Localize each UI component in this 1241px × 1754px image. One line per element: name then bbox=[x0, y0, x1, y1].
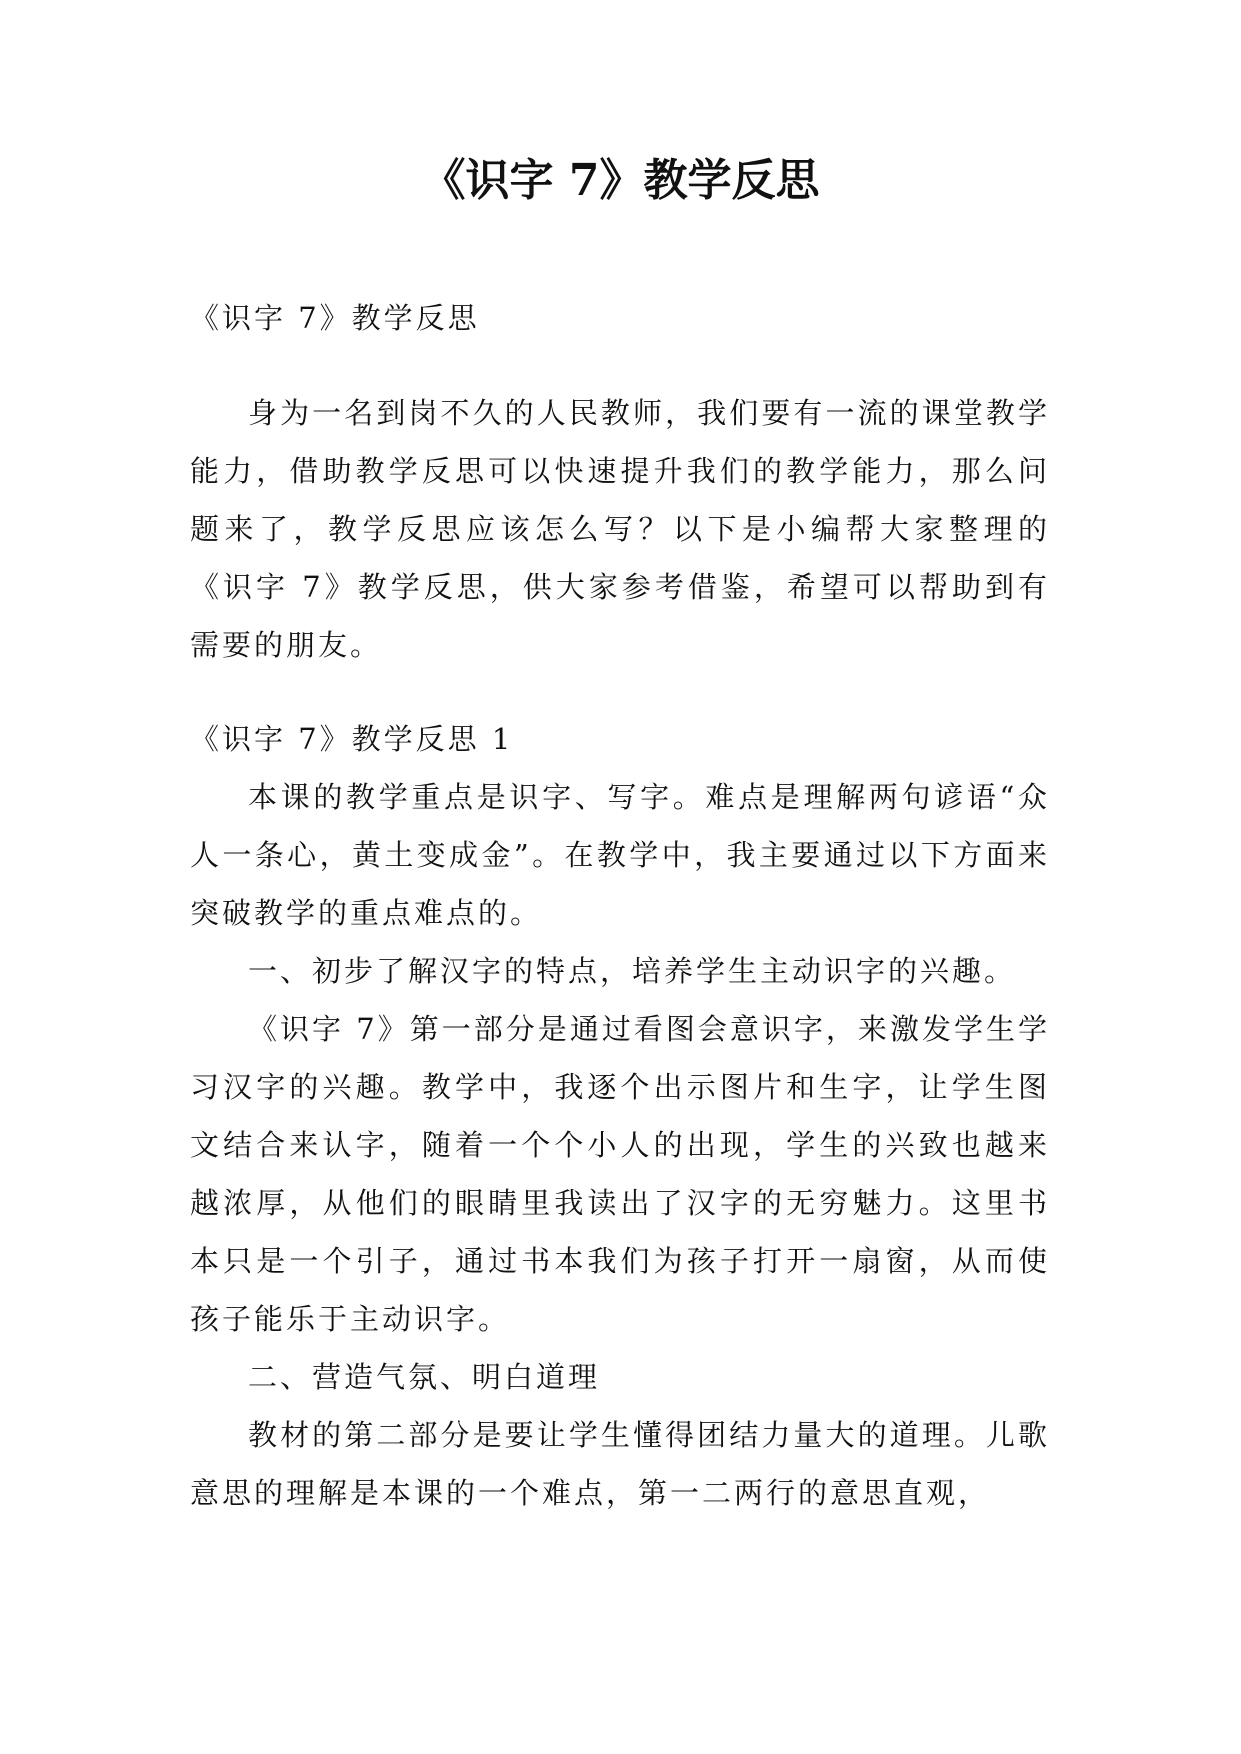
intro-paragraph: 身为一名到岗不久的人民教师，我们要有一流的课堂教学能力，借助教学反思可以快速提升我们的教学能力，那么问题来了，教学反思应该怎么写？以下是小编帮大家整理的《识字 7》教学反思，供大家参考借鉴，希望可以帮助到有需要的朋友。 bbox=[190, 396, 1050, 662]
section-title-1: 《识字 7》教学反思 1 bbox=[190, 722, 514, 756]
paragraph-part-two: 教材的第二部分是要让学生懂得团结力量大的道理。儿歌意思的理解是本课的一个难点，第一二两行的意思直观， bbox=[190, 1418, 1050, 1510]
paragraph-heading-one: 一、初步了解汉字的特点，培养学生主动识字的兴趣。 bbox=[248, 954, 1017, 988]
paragraph-key-points: 本课的教学重点是识字、写字。难点是理解两句谚语“众人一条心，黄土变成金”。在教学中，我主要通过以下方面来突破教学的重点难点的。 bbox=[190, 780, 1050, 930]
paragraph-heading-two: 二、营造气氛、明白道理 bbox=[248, 1360, 601, 1394]
document-title: 《识字 7》教学反思 bbox=[421, 155, 820, 206]
paragraph-part-one: 《识字 7》第一部分是通过看图会意识字，来激发学生学习汉字的兴趣。教学中，我逐个出示图片和生字，让学生图文结合来认字，随着一个个小人的出现，学生的兴致也越来越浓厚，从他们的眼睛里我读出了汉字的无穷魅力。这里书本只是一个引子，通过书本我们为孩子打开一扇窗，从而使孩子能乐于主动识字。 bbox=[190, 1012, 1050, 1336]
document-subtitle: 《识字 7》教学反思 bbox=[190, 301, 480, 335]
document-body bbox=[190, 290, 1050, 1522]
